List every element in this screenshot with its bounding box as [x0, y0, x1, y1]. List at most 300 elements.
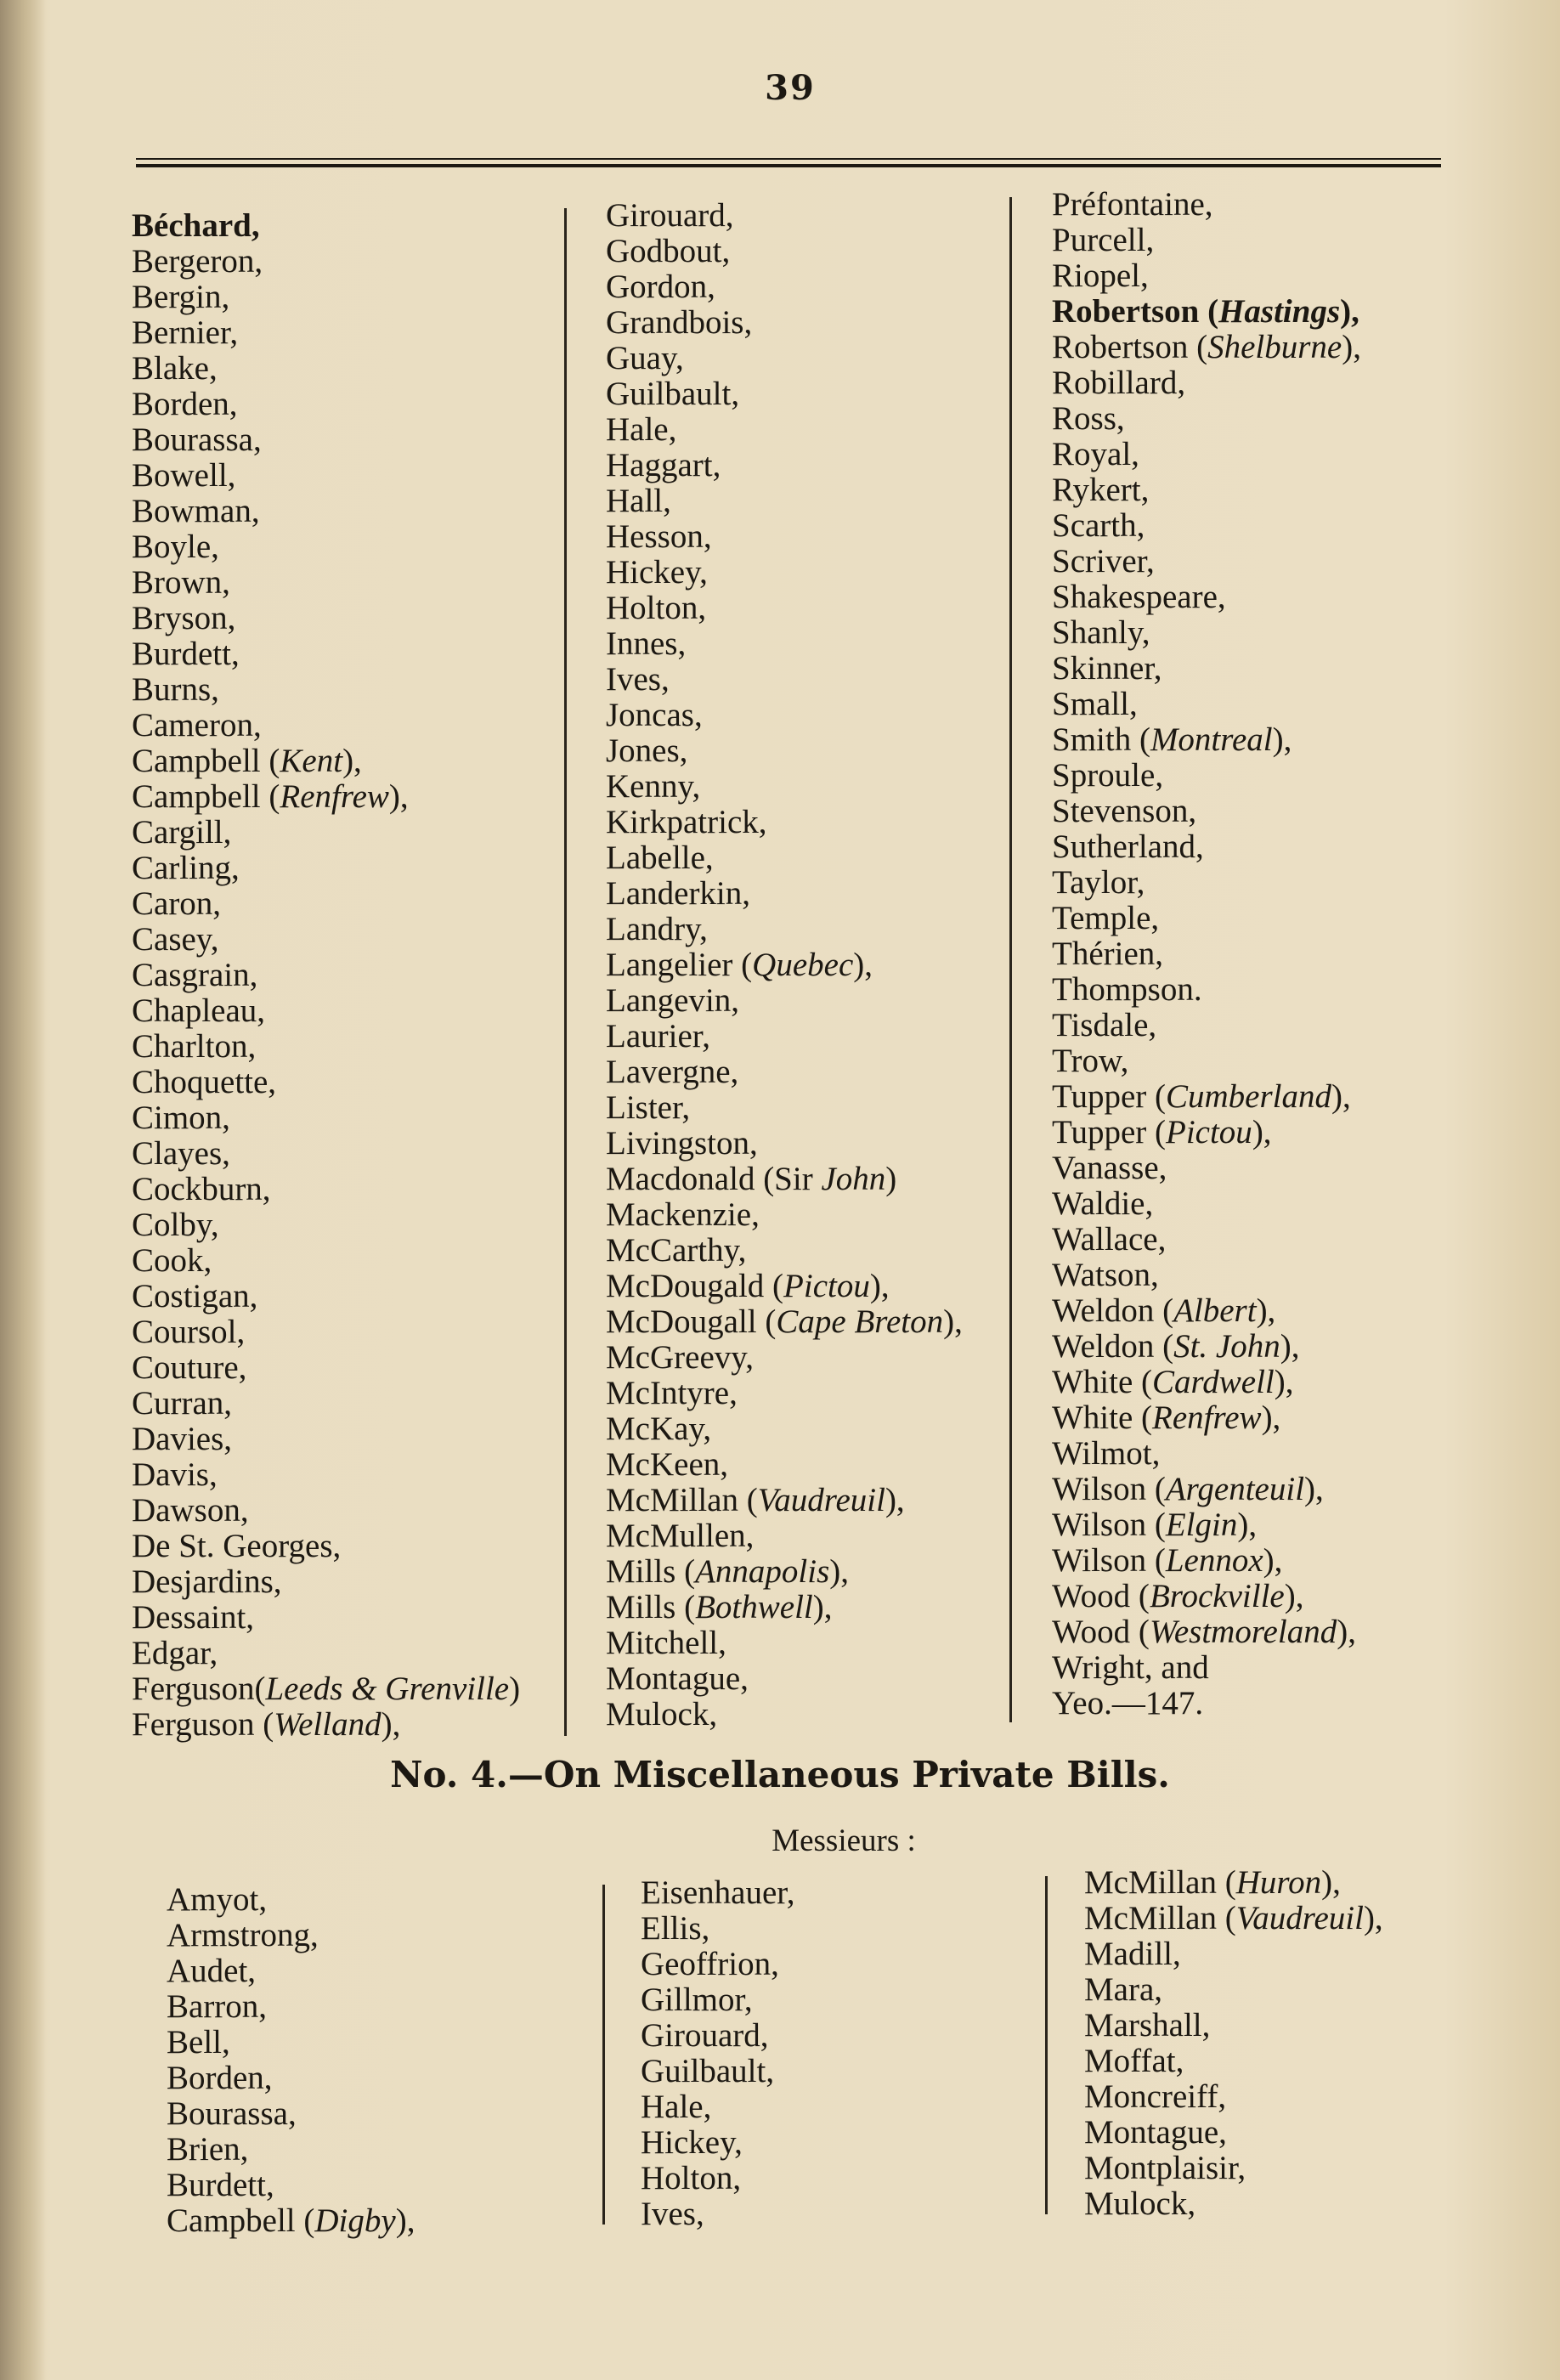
- member-surname: Kirkpatrick,: [606, 804, 767, 840]
- closing-punctuation: ),: [1342, 329, 1361, 365]
- member-name: [1052, 1686, 1361, 1721]
- constituency-qualifier: Quebec: [752, 947, 854, 983]
- member-surname: Hale,: [641, 2089, 712, 2125]
- member-list-column-2: [606, 198, 963, 1733]
- member-surname: Hickey,: [641, 2124, 743, 2161]
- member-name: [132, 1636, 520, 1671]
- member-surname: Shakespeare,: [1052, 579, 1226, 615]
- member-name: [167, 1918, 415, 1953]
- constituency-qualifier: Albert: [1173, 1292, 1257, 1329]
- member-name: [606, 983, 963, 1019]
- member-name: [1052, 972, 1361, 1008]
- member-name: [132, 1279, 520, 1314]
- member-name: [641, 1875, 794, 1911]
- closing-punctuation: ),: [1363, 1900, 1383, 1936]
- member-surname: Brown,: [132, 564, 230, 601]
- member-name: [132, 422, 520, 458]
- constituency-qualifier: Montreal: [1150, 721, 1273, 758]
- member-surname: Ives,: [606, 661, 670, 698]
- member-surname: White (: [1052, 1364, 1153, 1400]
- member-surname: Trow,: [1052, 1043, 1129, 1079]
- member-name: [167, 2168, 415, 2203]
- member-surname: Wilson (: [1052, 1471, 1166, 1507]
- member-name: [606, 448, 963, 483]
- member-name: [1052, 722, 1361, 758]
- member-surname: Jones,: [606, 732, 688, 769]
- member-surname: Sproule,: [1052, 757, 1164, 794]
- member-surname: Campbell (: [167, 2202, 315, 2239]
- member-surname: McKay,: [606, 1410, 712, 1447]
- constituency-qualifier: Digby: [314, 2202, 396, 2239]
- member-name: [1052, 223, 1361, 258]
- member-name: [1084, 1936, 1383, 1972]
- member-name: [167, 1989, 415, 2025]
- member-name: [606, 1019, 963, 1054]
- member-surname: Yeo.—147.: [1052, 1685, 1204, 1721]
- closing-punctuation: ),: [1252, 1114, 1272, 1150]
- member-name: [1052, 1150, 1361, 1186]
- committee-list-column-3: [1084, 1865, 1383, 2222]
- member-surname: Burdett,: [167, 2167, 274, 2203]
- member-name: [641, 2125, 794, 2161]
- member-name: [132, 636, 520, 672]
- member-name: [167, 2132, 415, 2168]
- constituency-qualifier: Pictou: [1166, 1114, 1252, 1150]
- constituency-qualifier: Lennox: [1165, 1542, 1263, 1579]
- member-name: [1052, 1614, 1361, 1650]
- member-surname: McCarthy,: [606, 1232, 747, 1269]
- member-surname: Tisdale,: [1052, 1007, 1157, 1043]
- member-surname: Lister,: [606, 1089, 691, 1126]
- member-name: [1052, 579, 1361, 615]
- member-surname: Bowman,: [132, 493, 260, 529]
- member-name: [606, 1304, 963, 1340]
- column-divider: [602, 1885, 605, 2225]
- constituency-qualifier: Welland: [274, 1706, 382, 1743]
- member-surname: Guilbault,: [606, 376, 740, 412]
- member-surname: Mulock,: [1084, 2185, 1196, 2222]
- member-name: [641, 1982, 794, 2018]
- member-surname: Godbout,: [606, 233, 731, 269]
- member-surname: Hickey,: [606, 554, 708, 591]
- member-surname: Borden,: [167, 2060, 273, 2096]
- column-divider: [564, 208, 567, 1736]
- closing-punctuation: ),: [1321, 1864, 1341, 1901]
- member-surname: Wallace,: [1052, 1221, 1167, 1258]
- member-name: [1052, 365, 1361, 401]
- member-surname: Brien,: [167, 2131, 249, 2168]
- member-surname: Borden,: [132, 386, 238, 422]
- member-name: [1052, 1008, 1361, 1043]
- member-name: [1052, 1365, 1361, 1400]
- constituency-qualifier: Hastings: [1218, 293, 1341, 330]
- member-name: [606, 1518, 963, 1554]
- member-name: [1052, 187, 1361, 223]
- member-surname: Shanly,: [1052, 614, 1150, 651]
- member-name: [606, 198, 963, 234]
- member-name: [132, 1457, 520, 1493]
- member-name: [132, 743, 520, 779]
- member-name: [1052, 1258, 1361, 1293]
- closing-punctuation: ),: [1280, 1328, 1300, 1365]
- member-name: [606, 341, 963, 376]
- member-name: [132, 708, 520, 743]
- member-surname: Macdonald (Sir: [606, 1161, 822, 1197]
- member-surname: McGreevy,: [606, 1339, 754, 1376]
- member-name: [132, 1207, 520, 1243]
- member-surname: Burdett,: [132, 636, 240, 672]
- member-name: [132, 1314, 520, 1350]
- member-surname: Ellis,: [641, 1910, 710, 1947]
- member-name: [606, 376, 963, 412]
- member-name: [132, 458, 520, 494]
- member-name: [606, 1340, 963, 1376]
- member-name: [1052, 651, 1361, 687]
- member-name: [1084, 1865, 1383, 1901]
- member-name: [132, 779, 520, 815]
- member-name: [132, 922, 520, 958]
- member-name: [606, 1197, 963, 1233]
- member-surname: Weldon (: [1052, 1292, 1174, 1329]
- member-name: [1052, 1579, 1361, 1614]
- member-surname: Burns,: [132, 671, 219, 708]
- member-name: [132, 1065, 520, 1100]
- member-name: [132, 1671, 520, 1707]
- constituency-qualifier: St. John: [1173, 1328, 1280, 1365]
- member-surname: Sutherland,: [1052, 828, 1204, 865]
- member-name: [606, 805, 963, 840]
- closing-punctuation: ),: [1274, 1364, 1294, 1400]
- member-surname: Edgar,: [132, 1635, 218, 1671]
- member-name: [132, 315, 520, 351]
- member-name: [606, 662, 963, 698]
- member-name: [1052, 401, 1361, 437]
- constituency-qualifier: Pictou: [783, 1268, 870, 1304]
- member-surname: Langevin,: [606, 982, 740, 1019]
- member-surname: Innes,: [606, 625, 687, 662]
- member-name: [1052, 294, 1361, 330]
- member-surname: Robertson (: [1052, 293, 1219, 330]
- member-surname: Bowell,: [132, 457, 236, 494]
- member-surname: Bergin,: [132, 279, 230, 315]
- member-surname: Eisenhauer,: [641, 1874, 795, 1911]
- member-name: [606, 269, 963, 305]
- member-surname: Scarth,: [1052, 507, 1145, 544]
- member-name: [132, 1564, 520, 1600]
- member-name: [132, 1422, 520, 1457]
- member-name: [167, 1953, 415, 1989]
- member-surname: Hall,: [606, 483, 671, 519]
- member-surname: Ives,: [641, 2196, 704, 2232]
- member-name: [1052, 472, 1361, 508]
- member-name: [132, 351, 520, 387]
- member-surname: Cook,: [132, 1242, 212, 1279]
- member-surname: Thérien,: [1052, 936, 1164, 972]
- committee-heading: No. 4.—On Miscellaneous Private Bills.: [390, 1754, 1170, 1795]
- member-name: [1052, 936, 1361, 972]
- member-name: [1052, 687, 1361, 722]
- member-surname: Hesson,: [606, 518, 712, 555]
- member-surname: Waldie,: [1052, 1185, 1154, 1222]
- member-surname: Joncas,: [606, 697, 703, 733]
- member-surname: Marshall,: [1084, 2007, 1211, 2044]
- constituency-qualifier: Cardwell: [1152, 1364, 1275, 1400]
- closing-punctuation: ),: [853, 947, 873, 983]
- member-name: [1052, 544, 1361, 579]
- member-surname: Robertson (: [1052, 329, 1208, 365]
- member-surname: Wilmot,: [1052, 1435, 1161, 1472]
- constituency-qualifier: Annapolis: [695, 1553, 830, 1590]
- member-name: [1052, 1436, 1361, 1472]
- member-surname: Holton,: [641, 2160, 742, 2196]
- member-name: [1052, 1507, 1361, 1543]
- closing-punctuation: ),: [381, 1706, 401, 1743]
- member-name: [606, 733, 963, 769]
- member-surname: Taylor,: [1052, 864, 1145, 901]
- member-surname: Wood (: [1052, 1578, 1150, 1614]
- closing-punctuation: ),: [1304, 1471, 1324, 1507]
- member-surname: Mara,: [1084, 1971, 1163, 2008]
- member-name: [132, 1172, 520, 1207]
- member-name: [167, 2096, 415, 2132]
- closing-punctuation: ),: [1331, 1078, 1351, 1115]
- member-name: [167, 2025, 415, 2061]
- closing-punctuation: ),: [1256, 1292, 1276, 1329]
- member-surname: Royal,: [1052, 436, 1139, 472]
- member-name: [1052, 330, 1361, 365]
- constituency-qualifier: Vaudreuil: [1235, 1900, 1364, 1936]
- member-name: [606, 1697, 963, 1733]
- constituency-qualifier: Leeds & Grenville: [265, 1671, 510, 1707]
- member-surname: Charlton,: [132, 1028, 257, 1065]
- member-name: [1084, 2008, 1383, 2044]
- member-name: [132, 1029, 520, 1065]
- member-surname: Labelle,: [606, 840, 714, 876]
- member-surname: McDougald (: [606, 1268, 784, 1304]
- member-surname: Caron,: [132, 885, 222, 922]
- member-name: [1052, 258, 1361, 294]
- member-name: [606, 947, 963, 983]
- member-surname: Thompson.: [1052, 971, 1202, 1008]
- member-name: [132, 1529, 520, 1564]
- member-surname: McMillan (: [1084, 1900, 1236, 1936]
- member-surname: Costigan,: [132, 1278, 258, 1314]
- member-surname: De St. Georges,: [132, 1528, 342, 1564]
- member-surname: Dessaint,: [132, 1599, 255, 1636]
- member-surname: Wood (: [1052, 1614, 1150, 1650]
- member-name: [606, 1661, 963, 1697]
- member-surname: Moncreiff,: [1084, 2078, 1227, 2115]
- member-surname: Ferguson(: [132, 1671, 266, 1707]
- member-surname: Clayes,: [132, 1135, 230, 1172]
- member-surname: Blake,: [132, 350, 218, 387]
- member-surname: Girouard,: [641, 2017, 769, 2054]
- member-name: [606, 1447, 963, 1483]
- closing-punctuation: ): [509, 1671, 521, 1707]
- closing-punctuation: ): [885, 1161, 897, 1197]
- member-name: [606, 1233, 963, 1269]
- member-name: [606, 1162, 963, 1197]
- member-surname: Wilson (: [1052, 1542, 1166, 1579]
- member-name: [606, 305, 963, 341]
- member-surname: Wilson (: [1052, 1507, 1166, 1543]
- member-name: [1052, 1043, 1361, 1079]
- constituency-qualifier: Renfrew: [280, 778, 389, 815]
- member-name: [1052, 758, 1361, 794]
- page-number: 39: [765, 68, 816, 108]
- member-surname: Colby,: [132, 1207, 219, 1243]
- member-surname: Ferguson (: [132, 1706, 274, 1743]
- member-surname: Cameron,: [132, 707, 262, 743]
- member-surname: Campbell (: [132, 778, 280, 815]
- closing-punctuation: ),: [1261, 1399, 1281, 1436]
- member-surname: Haggart,: [606, 447, 721, 483]
- member-name: [132, 815, 520, 851]
- member-surname: Armstrong,: [167, 1917, 319, 1953]
- member-name: [132, 529, 520, 565]
- member-name: [606, 483, 963, 519]
- member-name: [132, 565, 520, 601]
- member-name: [641, 2196, 794, 2232]
- closing-punctuation: ),: [812, 1589, 833, 1625]
- member-surname: Skinner,: [1052, 650, 1162, 687]
- member-surname: Guilbault,: [641, 2053, 775, 2089]
- member-surname: Mulock,: [606, 1696, 718, 1733]
- member-name: [132, 1600, 520, 1636]
- constituency-qualifier: Shelburne: [1207, 329, 1342, 365]
- member-name: [132, 1493, 520, 1529]
- member-name: [167, 1882, 415, 1918]
- member-surname: Mills (: [606, 1553, 696, 1590]
- constituency-qualifier: Renfrew: [1152, 1399, 1262, 1436]
- member-surname: Small,: [1052, 686, 1138, 722]
- member-name: [1052, 1650, 1361, 1686]
- member-surname: Stevenson,: [1052, 793, 1197, 829]
- member-surname: Montague,: [606, 1660, 749, 1697]
- member-surname: Riopel,: [1052, 257, 1149, 294]
- member-list-column-1: [132, 208, 520, 1743]
- member-surname: Geoffrion,: [641, 1946, 779, 1982]
- member-name: [606, 1590, 963, 1625]
- member-name: [641, 1947, 794, 1982]
- member-surname: Lavergne,: [606, 1054, 739, 1090]
- member-name: [1084, 2079, 1383, 2115]
- member-name: [132, 1100, 520, 1136]
- member-surname: Kenny,: [606, 768, 701, 805]
- member-name: [606, 519, 963, 555]
- member-surname: Madill,: [1084, 1936, 1181, 1972]
- member-name: [1052, 1186, 1361, 1222]
- member-surname: Bourassa,: [167, 2095, 297, 2132]
- member-surname: Boyle,: [132, 529, 219, 565]
- member-name: [132, 601, 520, 636]
- member-name: [1052, 1115, 1361, 1150]
- member-name: [606, 626, 963, 662]
- closing-punctuation: ),: [885, 1482, 905, 1518]
- member-name: [132, 851, 520, 886]
- member-name: [606, 1054, 963, 1090]
- member-name: [1052, 437, 1361, 472]
- member-name: [167, 2203, 415, 2239]
- member-surname: Tupper (: [1052, 1078, 1166, 1115]
- member-surname: Watson,: [1052, 1257, 1159, 1293]
- member-name: [606, 1090, 963, 1126]
- member-name: [1052, 1329, 1361, 1365]
- committee-list-column-1: [167, 1882, 415, 2239]
- member-surname: Temple,: [1052, 900, 1160, 936]
- member-name: [641, 2054, 794, 2089]
- constituency-qualifier: Kent: [280, 743, 343, 779]
- constituency-qualifier: Brockville: [1149, 1578, 1285, 1614]
- member-name: [606, 1411, 963, 1447]
- member-surname: McDougall (: [606, 1303, 777, 1340]
- member-surname: McMullen,: [606, 1518, 755, 1554]
- member-name: [1052, 1543, 1361, 1579]
- closing-punctuation: ),: [395, 2202, 415, 2239]
- member-surname: Ross,: [1052, 400, 1125, 437]
- member-name: [606, 769, 963, 805]
- member-name: [606, 912, 963, 947]
- member-surname: Gillmor,: [641, 1981, 753, 2018]
- member-surname: Bergeron,: [132, 243, 263, 280]
- member-name: [1052, 1222, 1361, 1258]
- member-surname: McKeen,: [606, 1446, 729, 1483]
- member-surname: Campbell (: [132, 743, 280, 779]
- member-surname: Barron,: [167, 1988, 268, 2025]
- member-surname: Bernier,: [132, 314, 239, 351]
- member-name: [132, 886, 520, 922]
- member-surname: Cimon,: [132, 1100, 230, 1136]
- member-surname: Vanasse,: [1052, 1150, 1167, 1186]
- constituency-qualifier: Westmoreland: [1149, 1614, 1337, 1650]
- member-name: [1052, 508, 1361, 544]
- member-name: [641, 2018, 794, 2054]
- member-surname: Girouard,: [606, 197, 734, 234]
- member-surname: Guay,: [606, 340, 684, 376]
- column-divider: [1045, 1876, 1048, 2214]
- member-surname: Rykert,: [1052, 472, 1150, 508]
- member-surname: White (: [1052, 1399, 1153, 1436]
- member-surname: Wright, and: [1052, 1649, 1209, 1686]
- member-name: [1084, 1972, 1383, 2008]
- closing-punctuation: ),: [829, 1553, 850, 1590]
- member-name: [132, 993, 520, 1029]
- member-name: [1084, 1901, 1383, 1936]
- member-surname: Cargill,: [132, 814, 232, 851]
- member-surname: Préfontaine,: [1052, 186, 1213, 223]
- member-surname: Mitchell,: [606, 1625, 726, 1661]
- member-surname: Mills (: [606, 1589, 696, 1625]
- member-surname: Landerkin,: [606, 875, 751, 912]
- member-name: [606, 698, 963, 733]
- member-name: [1052, 829, 1361, 865]
- member-name: [606, 412, 963, 448]
- member-name: [132, 1136, 520, 1172]
- member-name: [641, 2161, 794, 2196]
- member-name: [1052, 865, 1361, 901]
- member-surname: Amyot,: [167, 1881, 268, 1918]
- member-name: [606, 1554, 963, 1590]
- member-surname: Bourassa,: [132, 421, 262, 458]
- member-name: [1052, 1400, 1361, 1436]
- member-surname: Coursol,: [132, 1314, 246, 1350]
- constituency-qualifier: Cape Breton: [776, 1303, 944, 1340]
- member-surname: Mackenzie,: [606, 1196, 760, 1233]
- member-name: [641, 2089, 794, 2125]
- constituency-qualifier: Cumberland: [1166, 1078, 1331, 1115]
- member-surname: Grandbois,: [606, 304, 753, 341]
- constituency-qualifier: Bothwell: [695, 1589, 813, 1625]
